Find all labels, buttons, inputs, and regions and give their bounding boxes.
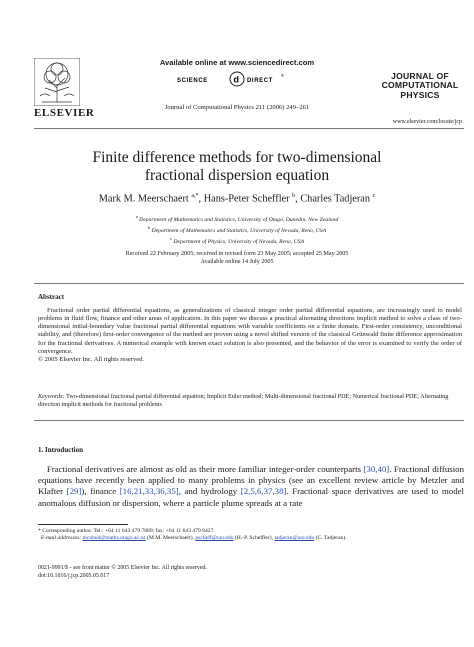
affiliation-text: Department of Mathematics and Statistics, University of Nevada, Reno, USA [151,227,327,234]
email-link[interactable]: pscheff@unr.edu [195,535,234,542]
email-link[interactable]: mcubed@maths.otago.ac.nz [82,535,146,542]
email-link[interactable]: tadjeran@unr.edu [274,535,315,542]
email-owner: (C. Tadjeran). [315,535,347,542]
email-owner: (H.-P. Scheffler), [234,535,274,542]
sciencedirect-logo [175,71,299,87]
affiliation-text: Department of Physics, University of Nevada, Reno, USA [173,238,305,245]
affiliation-mark: b [147,224,151,230]
intro-text: . Fractional space derivatives are used to model anomalous diffusion or dispersion, where a particle plume spreads at a rate [38,486,465,508]
intro-text: . Fractional diffusion equations have recently been applied to many problems in physics (see an excellent review article by Metzler and Klafter [38,464,464,497]
intro-text: Fractional derivatives are almost as old as their more familiar integer-order counterparts [46,464,361,474]
affiliations [0,213,474,246]
affiliation-text: Department of Mathematics and Statistics, University of Otago, Dunedin, New Zealand [139,216,339,223]
journal-title-line: PHYSICS [400,89,440,100]
issn-block [38,564,207,580]
introduction-paragraph [38,464,464,509]
abstract-text: Fractional order partial differential equations, as generalizations of classical integer order partial differential equations, are increasingly used to model problems in fluid flow, finance and other areas of application. In this paper we discuss a practical alternating directions implicit method to solve a class of two-dimensional initial-boundary value fractional partial differential equations with variable coefficients on a finite domain. First-order consistency, unconditional stability, and (therefore) first-order convergence of the method are proven using a novel shifted version of the classical Grünwald finite difference approximation for the fractional derivatives. A numerical example with known exact solution is also presented, and the behavior of the error is examined to verify the order of convergence. [38,307,462,355]
corresponding-author-note: * Corresponding author. Tel.: +64 11 643 479 7889; fax: +64 11 643 479 8427. [38,528,215,534]
abstract-copyright: © 2005 Elsevier Inc. All rights reserved. [38,355,145,363]
journal-title-line: JOURNAL OF [391,71,449,81]
citation-link[interactable]: [16,21,33,36,35] [119,486,179,497]
author-affil-mark[interactable]: a,* [191,193,199,199]
abstract-heading: Abstract [38,293,65,301]
email-label: E-mail addresses: [40,535,82,542]
citation-link[interactable]: [29] [66,486,82,497]
article-history [0,250,474,266]
intro-text: , and hydrology [178,486,238,497]
affiliation-mark: c [169,235,172,241]
abstract-body [38,307,462,364]
journal-url-link[interactable]: www.elsevier.com/locate/jcp [392,119,462,125]
article-title-line: fractional dispersion equation [144,167,330,184]
author-affil-mark[interactable]: b [292,193,296,199]
affiliation-mark: a [135,214,138,219]
registered-mark: ® [281,73,284,78]
abstract-bottom-divider [34,420,464,421]
footnote-divider [38,524,128,525]
journal-title [376,72,464,100]
section-heading-introduction: 1. Introduction [38,446,83,454]
author-list: Mark M. Meerschaert $^{a,*}$, Hans-Peter Scheffler $^b$, Charles Tadjeran $^c$ [98,193,376,205]
svg-text:d: d [233,74,239,85]
affiliation [0,235,474,246]
keywords-label: Keywords: [38,393,65,400]
author-name: Mark M. Meerschaert [98,193,189,205]
keywords [38,393,462,409]
header-divider [34,128,464,129]
author-name: Hans-Peter Scheffler [203,193,290,205]
affiliation [0,224,474,235]
author-affil-mark[interactable]: c [372,193,376,199]
publisher-name: ELSEVIER [34,107,95,119]
affiliation [0,213,474,224]
available-online-text: Available online at www.sciencedirect.com [159,58,315,67]
citation-link[interactable]: [2,5,6,37,38] [240,486,287,497]
citation-link[interactable]: [30,40] [363,464,390,474]
abstract-top-divider [34,283,464,284]
sciencedirect-logo-right: DIRECT [247,78,273,84]
issn-line: 0021-9991/$ - see front matter © 2005 Elsevier Inc. All rights reserved. [38,565,207,571]
email-addresses [38,535,464,542]
sciencedirect-logo-left: SCIENCE [177,78,208,84]
available-online-date: Available online 14 July 2005 [200,259,274,265]
footnote [38,528,464,542]
doi-line: doi:10.1016/j.jcp.2005.05.017 [38,573,110,579]
article-title [0,149,474,185]
email-owner: (M.M. Meerschaert), [147,535,194,542]
journal-citation: Journal of Computational Physics 211 (2006) 249–261 [164,104,310,111]
journal-title-line: COMPUTATIONAL [381,80,459,91]
received-dates: Received 22 February 2005; received in revised form 23 May 2005; accepted 25 May 2005 [125,251,349,257]
author-name: Charles Tadjeran [300,193,371,205]
keywords-text: Two-dimensional fractional partial differential equation; Implicit Euler method; Multi-dimensional fractional PDE; Numerical fractional PDE; Alternating direction implicit methods for fractional problems [38,393,449,408]
article-title-line: Finite difference methods for two-dimensional [92,149,382,166]
intro-text: ), finance [81,486,117,497]
